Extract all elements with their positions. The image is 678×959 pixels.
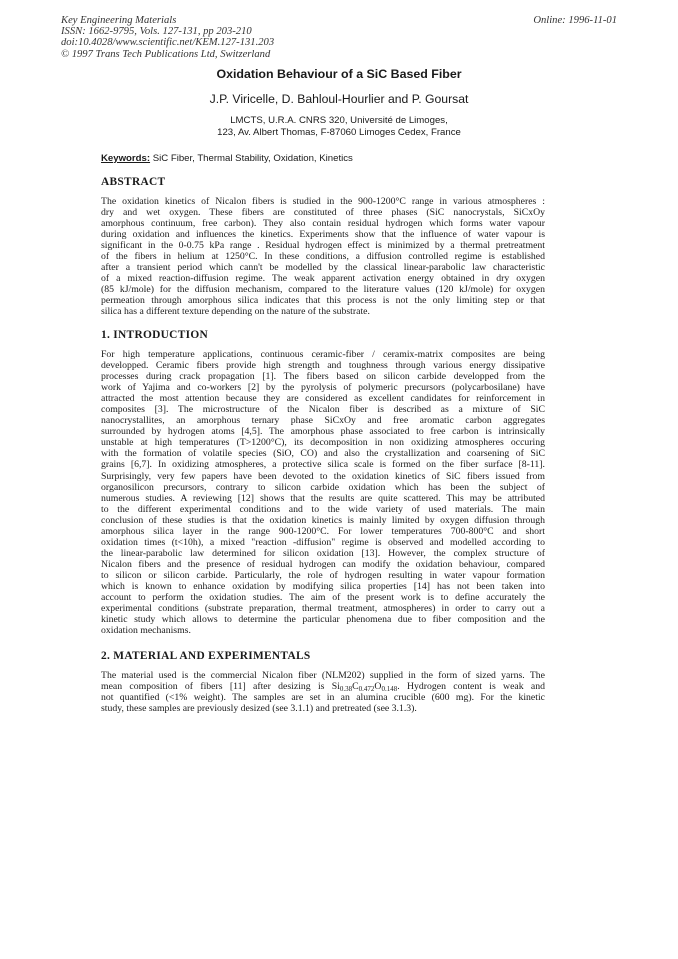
intro-line: Surprisingly, very few papers have been devoted to the oxidation kinetics of SiC fibers issued from <box>101 470 545 482</box>
carbon-symbol: C <box>352 681 359 693</box>
abstract-line: permeation through amorphous silica indicates that this process is not the only limiting step or that <box>101 295 545 307</box>
introduction-heading: 1. INTRODUCTION <box>101 329 209 341</box>
intro-line: experimental conditions (substrate preparation, thermal treatment, atmospheres) in order to carry out a <box>101 603 545 615</box>
intro-line: processes during crack propagation [1]. The fibers based on silicon carbide developped from the <box>101 371 545 383</box>
intro-line: composites [3]. The microstructure of the Nicalon fiber is described as a mixture of SiC <box>101 404 545 416</box>
composition-suffix: . Hydrogen content is weak and <box>397 681 545 693</box>
material-line: study, these samples are previously desized (see 3.1.1) and pretreated (see 3.1.3). <box>101 703 417 715</box>
abstract-heading: ABSTRACT <box>101 176 166 188</box>
abstract-line: significant in the 0-0.75 kPa range . Residual hydrogen effect is minimized by a thermal pretreatment <box>101 240 545 252</box>
abstract-line: amorphous continuum, free carbon). They also contain residual hydrogen which forms water vapour <box>101 218 545 230</box>
intro-line: account to perform the oxidation studies. The aim of the present work is to define accurately the <box>101 592 545 604</box>
abstract-line: The oxidation kinetics of Nicalon fibers is studied in the 900-1200°C range in various atmospheres : <box>101 196 545 207</box>
abstract-body <box>101 196 545 318</box>
material-line: not quantified (<1% weight). The samples are set in an alumina crucible (600 mg). For the kinetic <box>101 692 545 704</box>
intro-line: which is known to enhance oxidation by modifying silica properties [14] has not been taken into <box>101 580 545 592</box>
paper-title: Oxidation Behaviour of a SiC Based Fiber <box>216 67 462 81</box>
oxygen-symbol: O <box>374 681 382 693</box>
affiliation-line-1: LMCTS, U.R.A. CNRS 320, Université de Limoges, <box>230 115 448 126</box>
abstract-line: dry and wet oxygen. These fibers are constituted of three phases (SiC nanocrystals, SiCxOy <box>101 207 545 219</box>
intro-line: with the formation of volatile species (SiO, CO) and also the crystallization and coarsening of SiC <box>101 448 545 460</box>
journal-name: Key Engineering Materials <box>61 15 177 26</box>
abstract-line: silica has a different texture depending on the nature of the substrate. <box>101 306 370 318</box>
journal-header <box>61 15 617 60</box>
intro-line: kinetic study which allows to determine the particular phenomena due to fiber composition and the <box>101 614 545 626</box>
keywords <box>101 153 353 164</box>
abstract-line: of the fibers in helium at 1250°C. In these conditions, a diffusion controlled regime is established <box>101 251 545 263</box>
abstract-line: after a transient period which cann't be modelled by the classical linear-parabolic law characteristic <box>101 262 545 274</box>
intro-line: to the different experimental conditions and to the wide variety of used materials. The main <box>101 503 545 515</box>
journal-doi[interactable]: doi:10.4028/www.scientific.net/KEM.127-131.203 <box>61 37 275 49</box>
intro-line: numerous studies. A reviewing [12] shows that the results are quite scattered. This may be attributed <box>101 492 545 504</box>
journal-issn: ISSN: 1662-9795, Vols. 127-131, pp 203-210 <box>61 26 252 38</box>
intro-line: oxidation mechanisms. <box>101 625 191 637</box>
intro-line: amorphous silica layer in the range 900-1200°C. For lower temperatures 700-800°C and short <box>101 525 545 537</box>
intro-line: attracted the most attention because they are considered as excellent candidates for reinforcement in <box>101 393 545 405</box>
si-subscript: 0.38 <box>339 685 353 693</box>
abstract-line: during oxidation and influences the kinetics. Experiments show that the influence of water vapour is <box>101 229 545 241</box>
intro-line: the linear-parabolic law determined for silicon oxidation [13]. However, the complex structure of <box>101 547 545 559</box>
c-subscript: 0.472 <box>358 685 375 693</box>
material-heading: 2. MATERIAL AND EXPERIMENTALS <box>101 650 311 662</box>
intro-line: grains [6,7]. In oxidizing atmospheres, a protective silica scale is formed on the fiber surface [8-11]. <box>101 459 545 471</box>
intro-line: For high temperature applications, continuous ceramic-fiber / ceramix-matrix composites are being <box>101 349 545 360</box>
material-line-composition <box>101 681 545 692</box>
intro-line: surrounded by hydrogen atoms [4,5]. The amorphous phase associated to free carbon is intrinsically <box>101 426 545 438</box>
affiliation <box>0 115 678 140</box>
material-line: The material used is the commercial Nicalon fiber (NLM202) supplied in the form of sized yarns. The <box>101 670 545 681</box>
affiliation-line-2: 123, Av. Albert Thomas, F-87060 Limoges Cedex, France <box>217 127 461 139</box>
keywords-text: SiC Fiber, Thermal Stability, Oxidation, Kinetics <box>150 153 353 164</box>
intro-line: nanocrystallites, an amorphous ternary phase SiCxOy and free aromatic carbon aggregates <box>101 415 545 427</box>
introduction-body <box>101 349 545 636</box>
intro-line: conclusion of these studies is that the oxidation kinetics is mainly limited by oxygen diffusion through <box>101 514 545 526</box>
composition-prefix: mean composition of fibers [11] after desizing is Si <box>101 681 340 693</box>
intro-line: developped. Ceramic fibers provide high strength and toughness through various energy dissipative <box>101 360 545 372</box>
abstract-line: (85 kJ/mole) for the diffusion mechanism, compared to the literature values (120 kJ/mole) for oxygen <box>101 284 545 296</box>
intro-line: work of Yajima and co-workers [2] by the pyrolysis of polymeric precursors (polycarbosilane) have <box>101 382 545 394</box>
o-subscript: 0.148 <box>381 685 398 693</box>
online-date: Online: 1996-11-01 <box>533 15 617 26</box>
intro-line: Nicalon fibers and the presence of residual hydrogen can modify the oxidation behaviour, compared <box>101 558 545 570</box>
abstract-line: of a mixed reaction-diffusion regime. The weak apparent activation energy obtained in dry oxygen <box>101 273 545 285</box>
keywords-label: Keywords: <box>101 153 151 164</box>
intro-line: organosilicon precursors, contrary to silicon carbide oxidation which has been the subject of <box>101 481 545 493</box>
journal-copyright: © 1997 Trans Tech Publications Ltd, Switzerland <box>61 48 271 60</box>
intro-line: unstable at high temperatures (T>1200°C), its decomposition in non oxidizing atmospheres occuring <box>101 437 545 449</box>
paper-authors: J.P. Viricelle, D. Bahloul-Hourlier and P. Goursat <box>209 92 469 106</box>
intro-line: to silicon or silicon carbide. Particularly, the role of hydrogen resulting in water vapour formation <box>101 569 545 581</box>
intro-line: oxidation times (t<10h), a mixed "reaction -diffusion" regime is observed and modelled according to <box>101 536 545 548</box>
material-body <box>101 670 545 714</box>
